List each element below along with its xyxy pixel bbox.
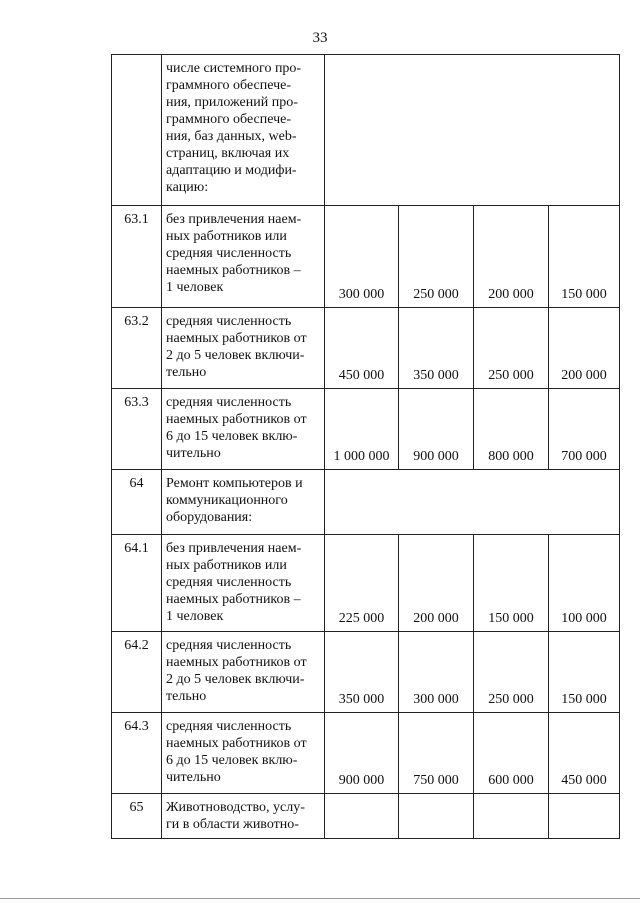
description-line: Ремонт компьютеров и xyxy=(166,476,303,491)
tariff-table xyxy=(111,54,620,839)
value-cell xyxy=(549,794,620,839)
table-row xyxy=(112,206,620,308)
table-row xyxy=(112,308,620,389)
merged-empty-cell xyxy=(325,470,620,535)
description-line: наемных работников от xyxy=(166,655,307,670)
description-line: оборудования: xyxy=(166,510,253,525)
value-cell xyxy=(399,794,474,839)
value-cell: 700 000 xyxy=(549,389,620,470)
description-line: коммуникационного xyxy=(166,493,288,508)
description-line: ния, баз данных, web- xyxy=(166,129,297,144)
description-line: адаптацию и модифи- xyxy=(166,163,297,178)
row-number: 64.1 xyxy=(112,535,162,632)
value-cell: 100 000 xyxy=(549,535,620,632)
description-line: средняя численность xyxy=(166,246,292,261)
value-cell: 450 000 xyxy=(549,713,620,794)
description-line: средняя численность xyxy=(166,395,292,410)
description-line: без привлечения наем- xyxy=(166,212,302,227)
description-line: ных работников или xyxy=(166,558,287,573)
description-line: наемных работников от xyxy=(166,412,307,427)
row-description xyxy=(162,206,325,308)
description-line: Животноводство, услу- xyxy=(166,800,305,815)
description-line: страниц, включая их xyxy=(166,146,290,161)
description-line: средняя численность xyxy=(166,575,292,590)
description-line: ги в области животно- xyxy=(166,817,299,832)
row-description xyxy=(162,535,325,632)
merged-empty-cell xyxy=(325,55,620,206)
description-line: 1 человек xyxy=(166,609,224,624)
value-cell: 900 000 xyxy=(399,389,474,470)
description-line: 2 до 5 человек включи- xyxy=(166,348,305,363)
row-description xyxy=(162,470,325,535)
value-cell: 150 000 xyxy=(549,206,620,308)
description-line: средняя численность xyxy=(166,314,292,329)
description-line: граммного обеспече- xyxy=(166,112,292,127)
description-line: кацию: xyxy=(166,180,209,195)
value-cell: 800 000 xyxy=(474,389,549,470)
page-number: 33 xyxy=(312,30,328,46)
row-description xyxy=(162,308,325,389)
description-line: тельно xyxy=(166,365,207,380)
table-row xyxy=(112,713,620,794)
row-number: 65 xyxy=(112,794,162,839)
value-cell: 450 000 xyxy=(325,308,399,389)
table-row xyxy=(112,794,620,839)
description-line: наемных работников – xyxy=(166,263,301,278)
row-description xyxy=(162,55,325,206)
value-cell: 250 000 xyxy=(399,206,474,308)
table-row xyxy=(112,535,620,632)
value-cell: 350 000 xyxy=(325,632,399,713)
footer-rule xyxy=(0,898,640,899)
value-cell: 150 000 xyxy=(549,632,620,713)
description-line: ных работников или xyxy=(166,229,287,244)
row-number: 63.3 xyxy=(112,389,162,470)
value-cell: 600 000 xyxy=(474,713,549,794)
row-description xyxy=(162,713,325,794)
value-cell: 225 000 xyxy=(325,535,399,632)
value-cell: 150 000 xyxy=(474,535,549,632)
value-cell: 300 000 xyxy=(325,206,399,308)
value-cell: 250 000 xyxy=(474,632,549,713)
value-cell: 350 000 xyxy=(399,308,474,389)
description-line: 2 до 5 человек включи- xyxy=(166,672,305,687)
row-number: 64 xyxy=(112,470,162,535)
value-cell: 900 000 xyxy=(325,713,399,794)
table-row xyxy=(112,632,620,713)
description-line: тельно xyxy=(166,689,207,704)
description-line: ния, приложений про- xyxy=(166,95,298,110)
row-number: 63.2 xyxy=(112,308,162,389)
value-cell: 200 000 xyxy=(549,308,620,389)
description-line: числе системного про- xyxy=(166,61,302,76)
description-line: чительно xyxy=(166,446,221,461)
row-description xyxy=(162,794,325,839)
row-number: 64.3 xyxy=(112,713,162,794)
description-line: 6 до 15 человек вклю- xyxy=(166,753,298,768)
value-cell: 200 000 xyxy=(399,535,474,632)
description-line: без привлечения наем- xyxy=(166,541,302,556)
description-line: 6 до 15 человек вклю- xyxy=(166,429,298,444)
description-line: средняя численность xyxy=(166,638,292,653)
value-cell: 300 000 xyxy=(399,632,474,713)
value-cell: 750 000 xyxy=(399,713,474,794)
description-line: наемных работников от xyxy=(166,736,307,751)
description-line: 1 человек xyxy=(166,280,224,295)
value-cell: 1 000 000 xyxy=(325,389,399,470)
row-description xyxy=(162,389,325,470)
description-line: граммного обеспече- xyxy=(166,78,292,93)
row-number xyxy=(112,55,162,206)
description-line: наемных работников от xyxy=(166,331,307,346)
description-line: чительно xyxy=(166,770,221,785)
value-cell xyxy=(325,794,399,839)
description-line: наемных работников – xyxy=(166,592,301,607)
description-line: средняя численность xyxy=(166,719,292,734)
row-description xyxy=(162,632,325,713)
table-row xyxy=(112,389,620,470)
value-cell: 200 000 xyxy=(474,206,549,308)
value-cell xyxy=(474,794,549,839)
table-row xyxy=(112,55,620,206)
row-number: 64.2 xyxy=(112,632,162,713)
row-number: 63.1 xyxy=(112,206,162,308)
table-row xyxy=(112,470,620,535)
value-cell: 250 000 xyxy=(474,308,549,389)
